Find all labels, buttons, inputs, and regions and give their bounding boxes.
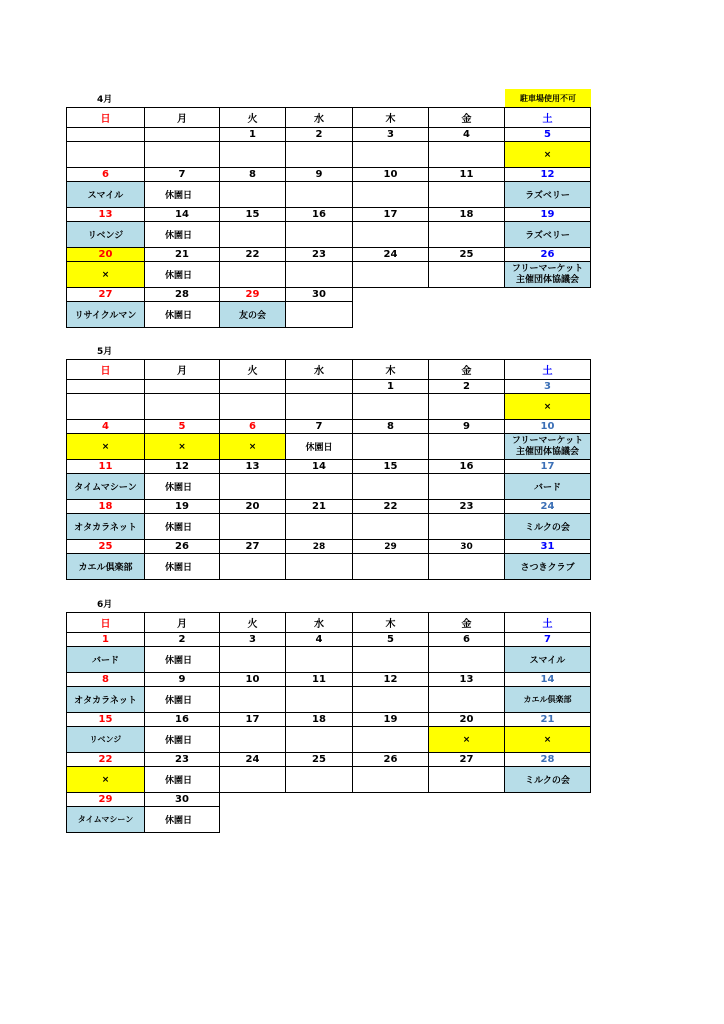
event-cell xyxy=(429,687,505,713)
event-cell: 休園日 xyxy=(145,767,220,793)
event-cell: スマイル xyxy=(505,647,591,673)
date-row xyxy=(67,713,591,727)
event-cell: リベンジ xyxy=(67,222,145,248)
event-cell xyxy=(145,142,220,168)
date-cell xyxy=(145,128,220,142)
weekday-tue: 火 xyxy=(220,360,286,380)
date-cell: 25 xyxy=(429,248,505,262)
date-cell: 19 xyxy=(145,500,220,514)
event-cell: ラズベリー xyxy=(505,222,591,248)
date-cell: 15 xyxy=(220,208,286,222)
date-cell: 18 xyxy=(286,713,353,727)
event-cell: フリーマーケット 主催団体協議会 xyxy=(505,434,591,460)
event-cell xyxy=(286,394,353,420)
event-cell xyxy=(286,474,353,500)
date-cell: 8 xyxy=(67,673,145,687)
date-row xyxy=(67,460,591,474)
month-label-may: 5月 xyxy=(97,347,113,357)
event-cell: 休園日 xyxy=(145,182,220,208)
date-cell: 5 xyxy=(505,128,591,142)
month-label-april: 4月 xyxy=(97,95,113,105)
event-cell xyxy=(286,222,353,248)
event-cell: × xyxy=(505,727,591,753)
event-cell: 友の会 xyxy=(220,302,286,328)
event-cell: 休園日 xyxy=(145,807,220,833)
date-row xyxy=(67,753,591,767)
event-cell: 休園日 xyxy=(145,647,220,673)
date-row xyxy=(67,208,591,222)
date-row xyxy=(67,633,591,647)
date-cell: 24 xyxy=(505,500,591,514)
date-cell: 20 xyxy=(220,500,286,514)
weekday-fri: 金 xyxy=(429,613,505,633)
event-cell: × xyxy=(429,727,505,753)
date-cell: 14 xyxy=(286,460,353,474)
weekday-thu: 木 xyxy=(353,613,429,633)
date-cell: 9 xyxy=(145,673,220,687)
event-cell xyxy=(353,727,429,753)
date-cell: 26 xyxy=(145,540,220,554)
date-cell: 11 xyxy=(286,673,353,687)
event-cell: × xyxy=(67,767,145,793)
event-cell xyxy=(429,182,505,208)
calendar-may xyxy=(66,359,591,580)
date-cell: 2 xyxy=(286,128,353,142)
event-cell xyxy=(429,394,505,420)
date-cell: 2 xyxy=(145,633,220,647)
date-cell: 22 xyxy=(220,248,286,262)
weekday-sat: 土 xyxy=(505,360,591,380)
date-cell: 16 xyxy=(286,208,353,222)
date-cell: 16 xyxy=(145,713,220,727)
date-cell xyxy=(67,380,145,394)
event-cell: × xyxy=(505,394,591,420)
date-cell: 7 xyxy=(505,633,591,647)
event-cell: ラズベリー xyxy=(505,182,591,208)
date-row xyxy=(67,288,591,302)
date-cell: 26 xyxy=(505,248,591,262)
date-cell: 13 xyxy=(429,673,505,687)
date-cell xyxy=(145,380,220,394)
weekday-thu: 木 xyxy=(353,108,429,128)
date-row xyxy=(67,793,591,807)
event-cell: 休園日 xyxy=(286,434,353,460)
event-cell xyxy=(286,302,353,328)
date-cell: 15 xyxy=(67,713,145,727)
event-cell xyxy=(353,687,429,713)
event-cell xyxy=(220,514,286,540)
weekday-wed: 水 xyxy=(286,613,353,633)
event-row xyxy=(67,514,591,540)
weekday-header-row xyxy=(67,613,591,633)
date-cell: 29 xyxy=(353,540,429,554)
parking-unavailable-note: 駐車場使用不可 xyxy=(505,89,591,107)
event-cell xyxy=(220,474,286,500)
date-cell: 17 xyxy=(353,208,429,222)
weekday-mon: 月 xyxy=(145,108,220,128)
event-cell xyxy=(220,262,286,288)
event-row xyxy=(67,262,591,288)
date-cell: 19 xyxy=(505,208,591,222)
weekday-thu: 木 xyxy=(353,360,429,380)
event-row xyxy=(67,554,591,580)
date-cell: 30 xyxy=(286,288,353,302)
date-cell: 6 xyxy=(220,420,286,434)
date-cell: 8 xyxy=(220,168,286,182)
weekday-tue: 火 xyxy=(220,108,286,128)
event-row xyxy=(67,222,591,248)
event-cell xyxy=(220,687,286,713)
weekday-mon: 月 xyxy=(145,360,220,380)
date-cell: 30 xyxy=(145,793,220,807)
date-row xyxy=(67,420,591,434)
date-cell xyxy=(286,380,353,394)
date-cell: 13 xyxy=(67,208,145,222)
event-row xyxy=(67,302,591,328)
event-cell xyxy=(429,262,505,288)
event-cell: さつきクラブ xyxy=(505,554,591,580)
weekday-tue: 火 xyxy=(220,613,286,633)
date-cell: 25 xyxy=(67,540,145,554)
date-cell: 6 xyxy=(67,168,145,182)
date-cell: 20 xyxy=(429,713,505,727)
weekday-fri: 金 xyxy=(429,360,505,380)
date-cell: 24 xyxy=(220,753,286,767)
date-cell: 9 xyxy=(429,420,505,434)
date-cell: 15 xyxy=(353,460,429,474)
event-cell: バード xyxy=(67,647,145,673)
date-cell: 21 xyxy=(145,248,220,262)
event-cell xyxy=(145,394,220,420)
date-cell: 1 xyxy=(220,128,286,142)
event-cell: ミルクの会 xyxy=(505,767,591,793)
date-cell: 30 xyxy=(429,540,505,554)
weekday-fri: 金 xyxy=(429,108,505,128)
date-cell: 20 xyxy=(67,248,145,262)
date-row xyxy=(67,540,591,554)
date-cell: 22 xyxy=(67,753,145,767)
date-cell xyxy=(220,380,286,394)
date-cell: 21 xyxy=(505,713,591,727)
weekday-header-row xyxy=(67,108,591,128)
date-cell: 17 xyxy=(505,460,591,474)
event-cell xyxy=(429,767,505,793)
event-cell: × xyxy=(145,434,220,460)
date-cell: 12 xyxy=(505,168,591,182)
event-cell xyxy=(429,647,505,673)
event-cell xyxy=(220,727,286,753)
weekday-wed: 水 xyxy=(286,360,353,380)
date-cell: 23 xyxy=(286,248,353,262)
date-cell: 3 xyxy=(353,128,429,142)
event-cell: 休園日 xyxy=(145,474,220,500)
event-cell xyxy=(67,142,145,168)
weekday-sat: 土 xyxy=(505,613,591,633)
event-cell xyxy=(220,142,286,168)
event-cell xyxy=(67,394,145,420)
month-label-june: 6月 xyxy=(97,600,113,610)
event-cell: リサイクルマン xyxy=(67,302,145,328)
event-cell xyxy=(429,514,505,540)
event-cell xyxy=(220,394,286,420)
event-cell xyxy=(353,647,429,673)
event-cell: × xyxy=(67,434,145,460)
date-cell: 3 xyxy=(505,380,591,394)
event-row xyxy=(67,142,591,168)
event-cell xyxy=(220,182,286,208)
date-row xyxy=(67,168,591,182)
event-cell: カエル倶楽部 xyxy=(505,687,591,713)
event-cell: カエル倶楽部 xyxy=(67,554,145,580)
weekday-sun: 日 xyxy=(67,613,145,633)
event-cell: タイムマシーン xyxy=(67,474,145,500)
event-cell: オタカラネット xyxy=(67,514,145,540)
event-cell xyxy=(220,767,286,793)
date-cell: 5 xyxy=(145,420,220,434)
event-cell: 休園日 xyxy=(145,514,220,540)
event-cell: × xyxy=(220,434,286,460)
weekday-header-row xyxy=(67,360,591,380)
date-cell: 11 xyxy=(429,168,505,182)
date-cell: 19 xyxy=(353,713,429,727)
date-cell: 8 xyxy=(353,420,429,434)
event-cell xyxy=(286,554,353,580)
date-cell: 4 xyxy=(429,128,505,142)
date-cell: 27 xyxy=(220,540,286,554)
event-row xyxy=(67,647,591,673)
date-cell: 4 xyxy=(286,633,353,647)
date-row xyxy=(67,128,591,142)
event-row xyxy=(67,807,591,833)
event-cell: バード xyxy=(505,474,591,500)
date-cell: 6 xyxy=(429,633,505,647)
event-cell: 休園日 xyxy=(145,302,220,328)
event-cell xyxy=(353,222,429,248)
date-row xyxy=(67,248,591,262)
event-row xyxy=(67,394,591,420)
event-cell xyxy=(429,222,505,248)
date-cell: 29 xyxy=(220,288,286,302)
event-row xyxy=(67,182,591,208)
event-row xyxy=(67,474,591,500)
date-cell: 10 xyxy=(353,168,429,182)
date-cell: 27 xyxy=(67,288,145,302)
date-cell: 14 xyxy=(145,208,220,222)
date-row xyxy=(67,500,591,514)
event-cell xyxy=(429,142,505,168)
event-cell: 休園日 xyxy=(145,687,220,713)
event-cell xyxy=(353,474,429,500)
event-cell xyxy=(353,767,429,793)
date-cell: 1 xyxy=(67,633,145,647)
calendar-june xyxy=(66,612,591,833)
event-cell xyxy=(353,554,429,580)
weekday-sat: 土 xyxy=(505,108,591,128)
event-cell xyxy=(286,182,353,208)
weekday-mon: 月 xyxy=(145,613,220,633)
date-cell: 10 xyxy=(220,673,286,687)
event-cell: × xyxy=(505,142,591,168)
date-cell: 3 xyxy=(220,633,286,647)
event-cell xyxy=(353,262,429,288)
event-cell: 休園日 xyxy=(145,222,220,248)
date-cell: 18 xyxy=(429,208,505,222)
date-cell: 24 xyxy=(353,248,429,262)
date-cell: 23 xyxy=(429,500,505,514)
date-cell: 4 xyxy=(67,420,145,434)
date-cell: 2 xyxy=(429,380,505,394)
date-cell: 7 xyxy=(286,420,353,434)
event-cell xyxy=(353,434,429,460)
event-cell xyxy=(286,262,353,288)
event-cell xyxy=(220,222,286,248)
date-cell: 23 xyxy=(145,753,220,767)
date-cell xyxy=(67,128,145,142)
event-cell xyxy=(353,514,429,540)
event-cell xyxy=(353,182,429,208)
date-cell: 12 xyxy=(353,673,429,687)
event-cell: フリーマーケット 主催団体協議会 xyxy=(505,262,591,288)
event-cell xyxy=(286,514,353,540)
date-cell: 5 xyxy=(353,633,429,647)
event-cell xyxy=(220,554,286,580)
event-cell xyxy=(286,767,353,793)
event-cell: 休園日 xyxy=(145,554,220,580)
event-row xyxy=(67,767,591,793)
date-cell: 22 xyxy=(353,500,429,514)
weekday-sun: 日 xyxy=(67,108,145,128)
event-cell: 休園日 xyxy=(145,262,220,288)
event-cell: ミルクの会 xyxy=(505,514,591,540)
event-cell xyxy=(286,727,353,753)
weekday-wed: 水 xyxy=(286,108,353,128)
date-cell: 18 xyxy=(67,500,145,514)
date-cell: 27 xyxy=(429,753,505,767)
date-cell: 28 xyxy=(505,753,591,767)
event-cell: 休園日 xyxy=(145,727,220,753)
date-cell: 12 xyxy=(145,460,220,474)
date-cell: 14 xyxy=(505,673,591,687)
date-cell: 9 xyxy=(286,168,353,182)
date-cell: 21 xyxy=(286,500,353,514)
event-cell: スマイル xyxy=(67,182,145,208)
date-cell: 1 xyxy=(353,380,429,394)
date-row xyxy=(67,380,591,394)
event-cell xyxy=(220,647,286,673)
event-cell xyxy=(286,142,353,168)
weekday-sun: 日 xyxy=(67,360,145,380)
date-cell: 13 xyxy=(220,460,286,474)
date-cell: 29 xyxy=(67,793,145,807)
event-row xyxy=(67,727,591,753)
date-cell: 11 xyxy=(67,460,145,474)
date-cell: 17 xyxy=(220,713,286,727)
event-cell: リベンジ xyxy=(67,727,145,753)
event-cell xyxy=(286,647,353,673)
event-cell: オタカラネット xyxy=(67,687,145,713)
event-cell xyxy=(353,142,429,168)
event-cell xyxy=(429,554,505,580)
event-cell: タイムマシーン xyxy=(67,807,145,833)
calendar-april xyxy=(66,107,591,328)
event-cell xyxy=(429,434,505,460)
event-cell xyxy=(286,687,353,713)
date-cell: 25 xyxy=(286,753,353,767)
event-row xyxy=(67,434,591,460)
date-cell: 28 xyxy=(145,288,220,302)
date-cell: 10 xyxy=(505,420,591,434)
date-cell: 31 xyxy=(505,540,591,554)
date-cell: 16 xyxy=(429,460,505,474)
date-cell: 26 xyxy=(353,753,429,767)
event-cell xyxy=(429,474,505,500)
event-row xyxy=(67,687,591,713)
date-cell: 7 xyxy=(145,168,220,182)
date-row xyxy=(67,673,591,687)
date-cell: 28 xyxy=(286,540,353,554)
event-cell xyxy=(353,394,429,420)
event-cell: × xyxy=(67,262,145,288)
